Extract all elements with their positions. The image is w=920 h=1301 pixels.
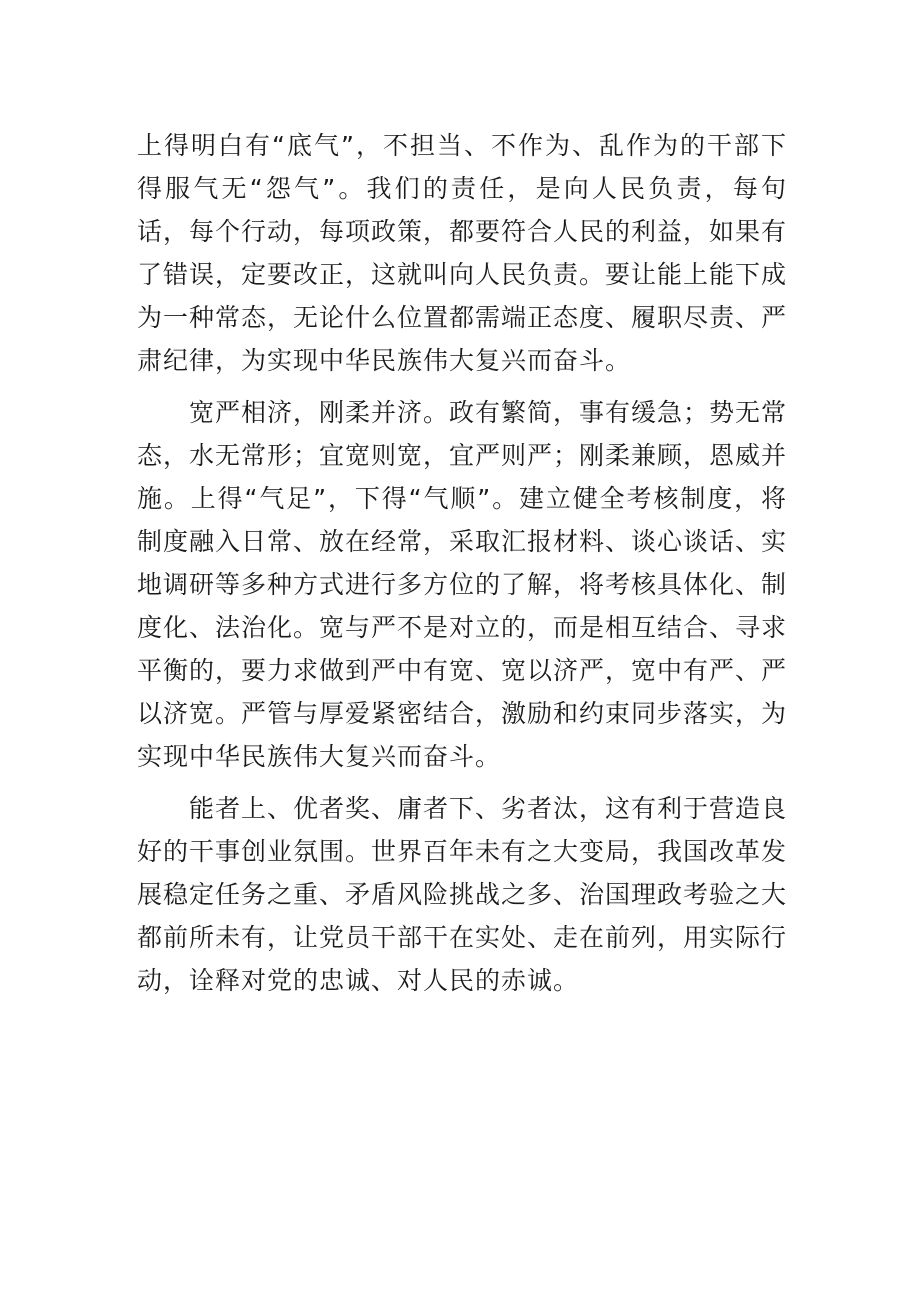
paragraph-merit: 能者上、优者奖、庸者下、劣者汰，这有利于营造良好的干事创业氛围。世界百年未有之大变局，我国改革发展稳定任务之重、矛盾风险挑战之多、治国理政考验之大都前所未有，让党员干部干在实处、走在前列，用实际行动，诠释对党的忠诚、对人民的赤诚。 — [137, 794, 788, 995]
paragraph-continuation: 上得明白有“底气”，不担当、不作为、乱作为的干部下得服气无“怨气”。我们的责任，是向人民负责，每句话，每个行动，每项政策，都要符合人民的利益，如果有了错误，定要改正，这就叫向人民负责。要让能上能下成为一种常态，无论什么位置都需端正态度、履职尽责、严肃纪律，为实现中华民族伟大复兴而奋斗。 — [137, 131, 788, 375]
document-page — [137, 124, 787, 1002]
paragraph-lenient-strict: 宽严相济，刚柔并济。政有繁简，事有缓急；势无常态，水无常形；宜宽则宽，宜严则严；刚柔兼顾，恩威并施。上得“气足”，下得“气顺”。建立健全考核制度，将制度融入日常、放在经常，采取汇报材料、谈心谈话、实地调研等多种方式进行多方位的了解，将考核具体化、制度化、法治化。宽与严不是对立的，而是相互结合、寻求平衡的，要力求做到严中有宽、宽以济严，宽中有严、严以济宽。严管与厚爱紧密结合，激励和约束同步落实，为实现中华民族伟大复兴而奋斗。 — [137, 398, 788, 771]
